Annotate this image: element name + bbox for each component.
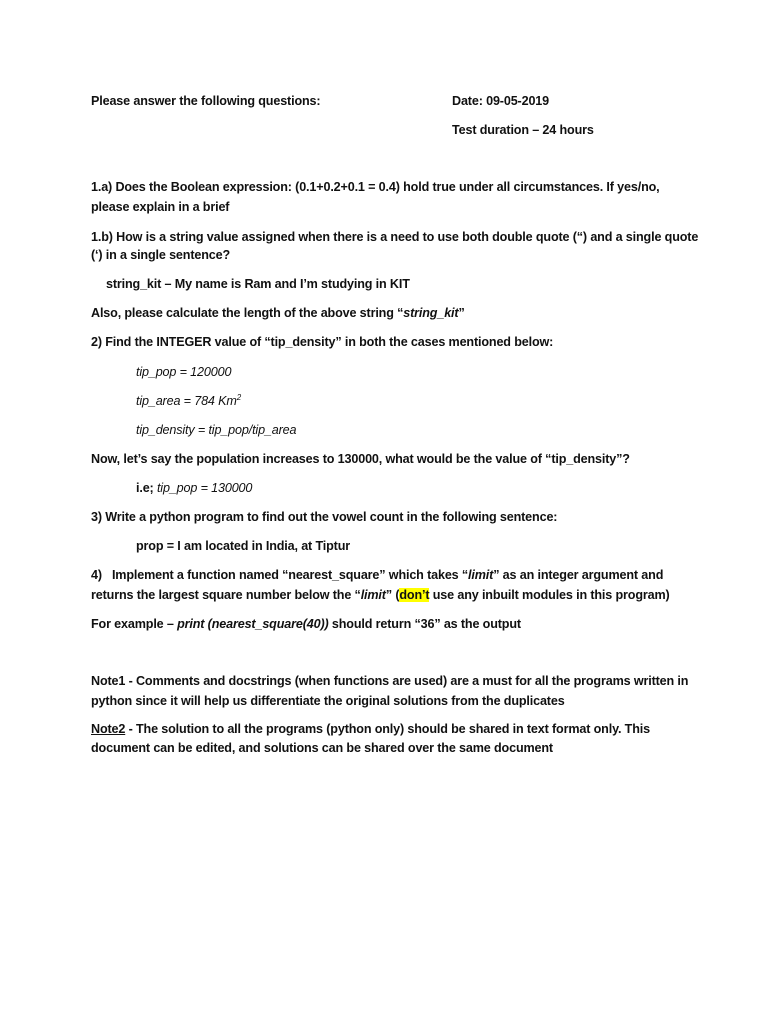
note2-line1: Note2 - The solution to all the programs (python only) should be shared in text format only. This xyxy=(91,722,650,736)
question-4-example: For example – print (nearest_square(40)) should return “36” as the output xyxy=(91,617,521,631)
question-1a-line2: please explain in a brief xyxy=(91,200,230,214)
nearest-square-name: nearest_square xyxy=(288,568,380,582)
tip-density-formula: tip_density = tip_pop/tip_area xyxy=(136,423,297,437)
note2-label: Note2 xyxy=(91,722,126,736)
note1-line1: Note1 - Comments and docstrings (when functions are used) are a must for all the programs written in xyxy=(91,674,689,688)
tip-pop-value: tip_pop = 120000 xyxy=(136,365,232,379)
question-1b-line2: (‘) in a single sentence? xyxy=(91,248,231,262)
question-1b-also: Also, please calculate the length of the above string “string_kit” xyxy=(91,306,465,320)
question-1a-line1: 1.a) Does the Boolean expression: (0.1+0.2+0.1 = 0.4) hold true under all circumstances. If yes/no, xyxy=(91,180,660,194)
question-4-line1: 4) Implement a function named “nearest_square” which takes “limit” as an integer argument and xyxy=(91,568,664,582)
example-code: print (nearest_square(40)) xyxy=(177,617,329,631)
tip-pop-new-value: i.e; tip_pop = 130000 xyxy=(136,481,253,495)
question-3: 3) Write a python program to find out the vowel count in the following sentence: xyxy=(91,510,558,524)
question-4-line2: returns the largest square number below the “limit” (don’t use any inbuilt modules in this program) xyxy=(91,588,670,602)
note2-line2: document can be edited, and solutions can be shared over the same document xyxy=(91,741,553,755)
question-1b-line1: 1.b) How is a string value assigned when there is a need to use both double quote (“) and a single quote xyxy=(91,230,699,244)
string-kit-example: string_kit – My name is Ram and I’m studying in KIT xyxy=(106,277,410,291)
question-2: 2) Find the INTEGER value of “tip_density” in both the cases mentioned below: xyxy=(91,335,554,349)
note1-line2: python since it will help us differentiate the original solutions from the duplicates xyxy=(91,694,565,708)
question-2-now: Now, let’s say the population increases to 130000, what would be the value of “tip_density”? xyxy=(91,452,630,466)
test-duration: Test duration – 24 hours xyxy=(452,123,594,137)
tip-area-value: tip_area = 784 Km$^2$ xyxy=(136,392,242,408)
dont-highlight: don’t xyxy=(399,588,430,602)
tip-density-var: tip_density” xyxy=(270,335,342,349)
string-kit-var: string_kit xyxy=(403,306,459,320)
prop-sentence: prop = I am located in India, at Tiptur xyxy=(136,539,350,553)
instructions-heading: Please answer the following questions: xyxy=(91,94,321,108)
test-date: Date: 09-05-2019 xyxy=(452,94,550,108)
